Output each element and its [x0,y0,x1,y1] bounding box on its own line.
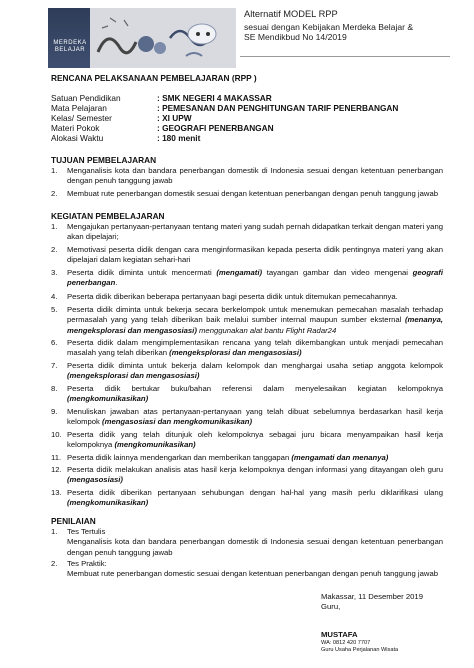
item-text-part: Peserta didik diminta untuk bekerja secara berkelompok untuk menemukan pemecahan masalah terhadap permasalah yang yang telah diberikan baik melalui sumber internal maupun sumber eksternal [67,305,443,325]
item-number: 7. [51,361,58,370]
item-text-part: Peserta didik diminta untuk mencermati [67,268,217,277]
item-text-part: menggunakan alat bantu Flight Radar24 [196,325,337,335]
item-text-part: Peserta didik melakukan analisis atas hasil kerja kelompoknya dengan informasi yang ditayangan oleh guru [67,465,443,474]
item-text-part: . [115,278,118,288]
item-emphasis: (menanya, mengeksplorasi dan mengasosiasi) [67,315,443,335]
list-item [51,430,443,451]
item-text [67,338,443,359]
item-text: Membuat rute penerbangan domestic sesuai dengan ketentuan penerbangan dengan penuh tanggung jawab [67,569,438,579]
item-number: 3. [51,268,58,277]
item-text: Membuat rute penerbangan domestik sesuai dengan ketentuan penerbangan dengan penuh tanggung jawab [67,189,438,198]
list-item [51,407,443,428]
header-divider [240,56,450,57]
item-label: Tes Tertulis [67,527,106,536]
header-title: Alternatif MODEL RPP [244,9,338,19]
item-number: 12. [51,465,62,474]
list-item [51,361,443,382]
item-text [67,465,443,486]
meta-value: : 180 menit [157,133,201,143]
item-number: 1. [51,166,58,175]
item-text [67,384,443,405]
item-emphasis: (mengkomunikasikan) [114,440,196,450]
meta-value: : PEMESANAN DAN PENGHITUNGAN TARIF PENERBANGAN [157,103,399,113]
item-text-part: Peserta didik yang telah ditunjuk oleh kelompoknya sebagai juru bicara menyampaikan hasil kerja kelompoknya [67,430,443,450]
item-text: Menganalisis kota dan bandara penerbangan domestik di Indonesia sesuai dengan ketentuan penerbangan dengan penuh tanggung jawab [67,166,443,186]
meta-label: Mata Pelajaran [51,103,107,113]
signature-identity [321,630,398,653]
item-text-part: tayangan gambar dan video mengenai [262,268,413,277]
item-number: 1. [51,527,58,536]
item-number: 2. [51,245,58,254]
item-emphasis: (mengamati) [216,268,263,277]
document-title: RENCANA PELAKSANAAN PEMBELAJARAN (RPP ) [51,73,257,83]
item-text: Mengajukan pertanyaan-pertanyaan tentang materi yang sudah pernah didapatkan terkait dengan materi yang akan dipelajari; [67,222,443,242]
item-label: Tes Praktik: [67,559,107,568]
item-text: Menganalisis kota dan bandara penerbangan domestik di Indonesia sesuai dengan ketentuan penerbangan dengan penuh tanggung jawab [67,537,443,557]
list-item [51,268,443,289]
item-number: 10. [51,430,62,439]
item-text [67,453,443,463]
meta-value: : XI UPW [157,113,192,123]
item-number: 8. [51,384,58,393]
signature-role: Guru, [321,602,341,611]
item-text [67,407,443,428]
item-number: 6. [51,338,58,347]
item-number: 5. [51,305,58,314]
logo-text-line2: BELAJAR [54,47,86,53]
item-text [67,430,443,451]
item-emphasis: (mengkomunikasikan) [67,498,149,508]
signature-date: Makassar, 11 Desember 2019 [321,592,423,601]
item-number: 1. [51,222,58,231]
item-text [67,305,443,336]
item-text-part: Menuliskan jawaban atas pertanyaan-pertanyaan yang telah dibuat sebelumnya berdasarkan hasil kerja kelompok [67,407,443,427]
meta-value: : SMK NEGERI 4 MAKASSAR [157,93,272,103]
list-item [51,189,443,199]
header-subtitle-1: sesuai dengan Kebijakan Merdeka Belajar & [244,22,414,32]
section-heading-kegiatan: KEGIATAN PEMBELAJARAN [51,211,165,221]
list-item [51,292,443,302]
item-emphasis: (mengasosiasi dan mengkomunikasikan) [102,417,252,427]
meta-value: : GEOGRAFI PENERBANGAN [157,123,274,133]
item-number: 2. [51,559,58,568]
list-item [51,488,443,509]
item-emphasis: (mengkomunikasikan) [67,394,149,404]
item-number: 4. [51,292,58,301]
item-number: 13. [51,488,62,497]
signature-title: Guru Usaha Perjalanan Wisata [321,646,399,653]
item-text-part: Peserta didik lainnya mendengarkan dan memberikan tanggapan [67,453,292,462]
item-text [67,268,443,289]
item-text [67,361,443,382]
list-item [51,559,443,580]
logo-text-line1: MERDEKA [53,40,87,46]
section-heading-penilaian: PENILAIAN [51,516,96,526]
meta-label: Satuan Pendidikan [51,93,121,103]
list-item [51,453,443,463]
list-item [51,222,443,243]
item-text-part: Peserta didik dalam mengimplementasikan rencana yang telah dikembangkan untuk menjadi pemecahan masalah yang telah diberikan [67,338,443,358]
list-item [51,527,443,558]
signature-name: MUSTAFA [321,630,358,639]
item-number: 11. [51,453,62,462]
list-item [51,245,443,266]
item-text: Memotivasi peserta didik dengan cara menginformasikan kepada peserta didik pentingnya materi yang akan dipelajari dalam kegiatan sehari-hari [67,245,443,265]
meta-label: Alokasi Waktu [51,133,104,143]
list-item [51,338,443,359]
list-item [51,305,443,336]
signature-phone: WA: 0812 420 7707 [321,640,371,646]
item-emphasis: (mengasosiasi) [67,475,123,485]
item-emphasis: (mengeksplorasi dan mengasosiasi) [67,371,200,381]
item-emphasis: (mengeksplorasi dan mengasosiasi) [169,348,302,358]
list-item [51,166,443,187]
item-text [67,488,443,509]
item-emphasis: geografi penerbangan [67,268,443,288]
signature-block [321,592,423,612]
header-subtitle-2: SE Mendikbud No 14/2019 [244,32,347,42]
merdeka-belajar-logo [50,40,90,54]
merdeka-belajar-banner [48,8,236,68]
item-text-part: Peserta didik bertukar buku/bahan referensi dalam menyelesaikan kegiatan kelompoknya [67,384,443,393]
banner-illustration-icon [90,8,236,68]
banner-dark-panel [48,8,90,68]
item-text-part: Peserta didik diminta untuk bekerja dalam kelompok dan menghargai usaha setiap anggota kelompok [67,361,443,370]
item-number: 2. [51,189,58,198]
item-number: 9. [51,407,58,416]
item-text: Peserta didik diberikan beberapa pertanyaan bagi peserta didik untuk ditemukan pemecahannya. [67,292,398,301]
section-heading-tujuan: TUJUAN PEMBELAJARAN [51,155,157,165]
list-item [51,384,443,405]
meta-label: Kelas/ Semester [51,113,112,123]
item-emphasis: (mengamati dan menanya) [291,453,389,462]
list-item [51,465,443,486]
meta-label: Materi Pokok [51,123,100,133]
item-text-part: Peserta didik diberikan pertanyaan sehubungan dengan hal-hal yang masih perlu diklarifikasi ulang [67,488,443,497]
